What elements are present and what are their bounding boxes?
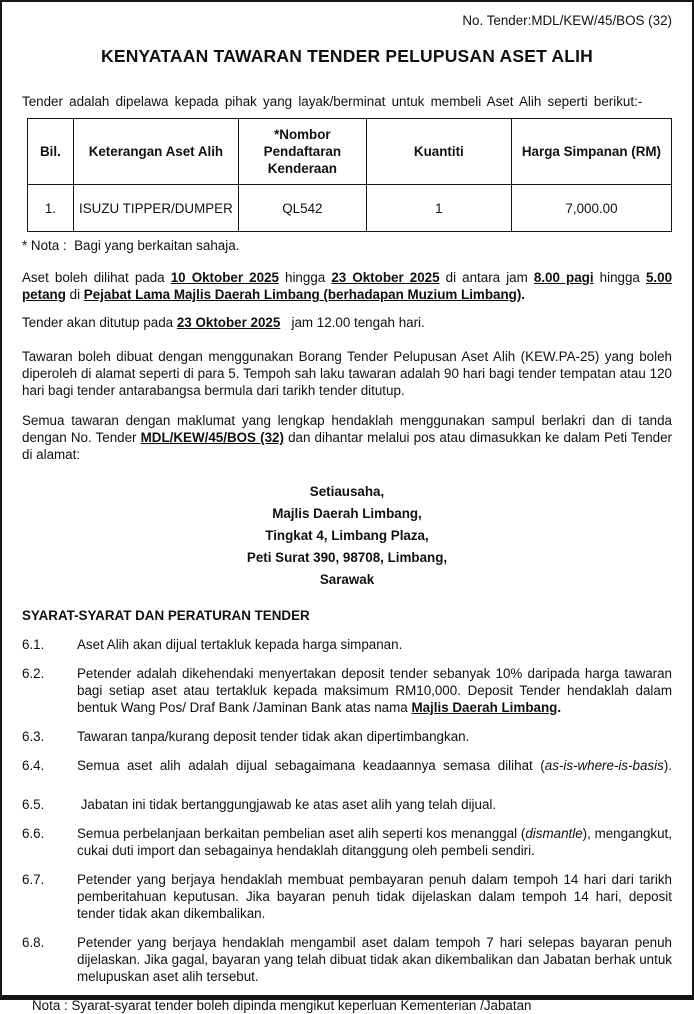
term-text: Petender yang berjaya hendaklah membuat pembayaran penuh dalam tempoh 14 hari dari tarikh pemberitahuan keputusan. Jika bayaran penuh tidak dijelaskan dalam tempoh 14 hari, deposit tender tidak akan dikembalikan. [77, 872, 672, 921]
term-number: 6.6. [22, 826, 45, 841]
cell-bil: 1. [28, 185, 74, 232]
term-number: 6.1. [22, 637, 45, 652]
address-block [22, 481, 672, 591]
term-item-6-2 [22, 665, 672, 716]
address-line: Peti Surat 390, 98708, Limbang, [246, 550, 448, 565]
term-text: Semua aset alih adalah dijual sebagaimana keadaannya semasa dilihat (as-is-where-is-basis). [77, 758, 672, 773]
header-bil: Bil. [28, 119, 74, 185]
cell-keterangan: ISUZU TIPPER/DUMPER [73, 185, 238, 232]
intro-paragraph: Tender adalah dipelawa kepada pihak yang layak/berminat untuk membeli Aset Alih seperti berikut:- [22, 94, 643, 109]
header-kuantiti: Kuantiti [366, 119, 511, 185]
cell-harga: 7,000.00 [511, 185, 671, 232]
term-text: Semua perbelanjaan berkaitan pembelian aset alih seperti kos menanggal (dismantle), mengangkut, cukai duti import dan sebagainya hendaklah ditanggung oleh pembeli sendiri. [77, 826, 673, 858]
term-number: 6.2. [22, 666, 45, 681]
header-keterangan: Keterangan Aset Alih [73, 119, 238, 185]
term-number: 6.3. [22, 729, 45, 744]
page-title: KENYATAAN TAWARAN TENDER PELUPUSAN ASET ALIH [100, 46, 593, 66]
asset-table [27, 118, 672, 232]
tender-number: No. Tender:MDL/KEW/45/BOS (32) [462, 13, 672, 28]
address-line: Sarawak [319, 572, 375, 587]
term-number: 6.8. [22, 935, 45, 950]
table-row [28, 185, 672, 232]
term-item-6-8 [22, 934, 672, 985]
term-text: Petender adalah dikehendaki menyertakan deposit tender sebanyak 10% daripada harga tawaran bagi setiap aset atau tertakluk kepada maksimum RM10,000. Deposit Tender hendaklah dalam bentuk Wang Pos/ Draf Bank /Jaminan Bank atas nama Majlis Daerah Limbang. [77, 666, 672, 715]
term-text: Aset Alih akan dijual tertakluk kepada harga simpanan. [77, 637, 403, 652]
term-text: Petender yang berjaya hendaklah mengambil aset dalam tempoh 7 hari selepas bayaran penuh dijelaskan. Jika gagal, bayaran yang telah dibuat tidak akan dikembalikan dan Jabatan berhak untuk melupuskan aset alih tersebut. [77, 935, 672, 984]
document-content [2, 2, 692, 1014]
term-item-6-6 [22, 825, 672, 859]
header-harga-simpanan: Harga Simpanan (RM) [511, 119, 671, 185]
term-number: 6.5. [22, 797, 45, 812]
term-text: Tawaran tanpa/kurang deposit tender tidak akan dipertimbangkan. [77, 729, 470, 744]
address-line: Tingkat 4, Limbang Plaza, [265, 528, 429, 543]
table-note: * Nota : Bagi yang berkaitan sahaja. [22, 238, 240, 253]
asset-table-header-row [28, 119, 672, 185]
cell-kuantiti: 1 [366, 185, 511, 232]
term-item-6-4 [22, 757, 672, 774]
final-note: Nota : Syarat-syarat tender boleh dipinda mengikut keperluan Kementerian /Jabatan [32, 998, 532, 1013]
address-line: Majlis Daerah Limbang, [272, 506, 422, 521]
term-item-6-5 [22, 796, 672, 813]
term-item-6-1 [22, 636, 672, 653]
term-text: Jabatan ini tidak bertanggungjawab ke atas aset alih yang telah dijual. [77, 797, 497, 812]
form-paragraph: Tawaran boleh dibuat dengan menggunakan Borang Tender Pelupusan Aset Alih (KEW.PA-25) yang boleh diperoleh di alamat seperti di para 5. Tempoh sah laku tawaran adalah 90 hari bagi tender tempatan atau 120 hari bagi tender antarabangsa bermula dari tarikh tender ditutup. [22, 349, 672, 398]
cell-nombor: QL542 [239, 185, 367, 232]
terms-list [22, 636, 672, 985]
term-item-6-7 [22, 871, 672, 922]
term-number: 6.4. [22, 758, 45, 773]
terms-section-heading: SYARAT-SYARAT DAN PERATURAN TENDER [22, 608, 310, 623]
viewing-paragraph: Aset boleh dilihat pada 10 Oktober 2025 hingga 23 Oktober 2025 di antara jam 8.00 pagi hingga 5.00 petang di Pejabat Lama Majlis Daerah Limbang (berhadapan Muzium Limbang). [22, 270, 673, 302]
header-nombor-pendaftaran: *Nombor Pendaftaran Kenderaan [239, 119, 367, 185]
closing-paragraph: Tender akan ditutup pada 23 Oktober 2025 jam 12.00 tengah hari. [22, 315, 425, 330]
address-line: Setiausaha, [309, 484, 385, 499]
envelope-paragraph: Semua tawaran dengan maklumat yang lengkap hendaklah menggunakan sampul berlakri dan di tanda dengan No. Tender MDL/KEW/45/BOS (32) dan dihantar melalui pos atau dimasukkan ke dalam Peti Tender di alamat: [22, 413, 672, 462]
term-number: 6.7. [22, 872, 45, 887]
term-item-6-3 [22, 728, 672, 745]
